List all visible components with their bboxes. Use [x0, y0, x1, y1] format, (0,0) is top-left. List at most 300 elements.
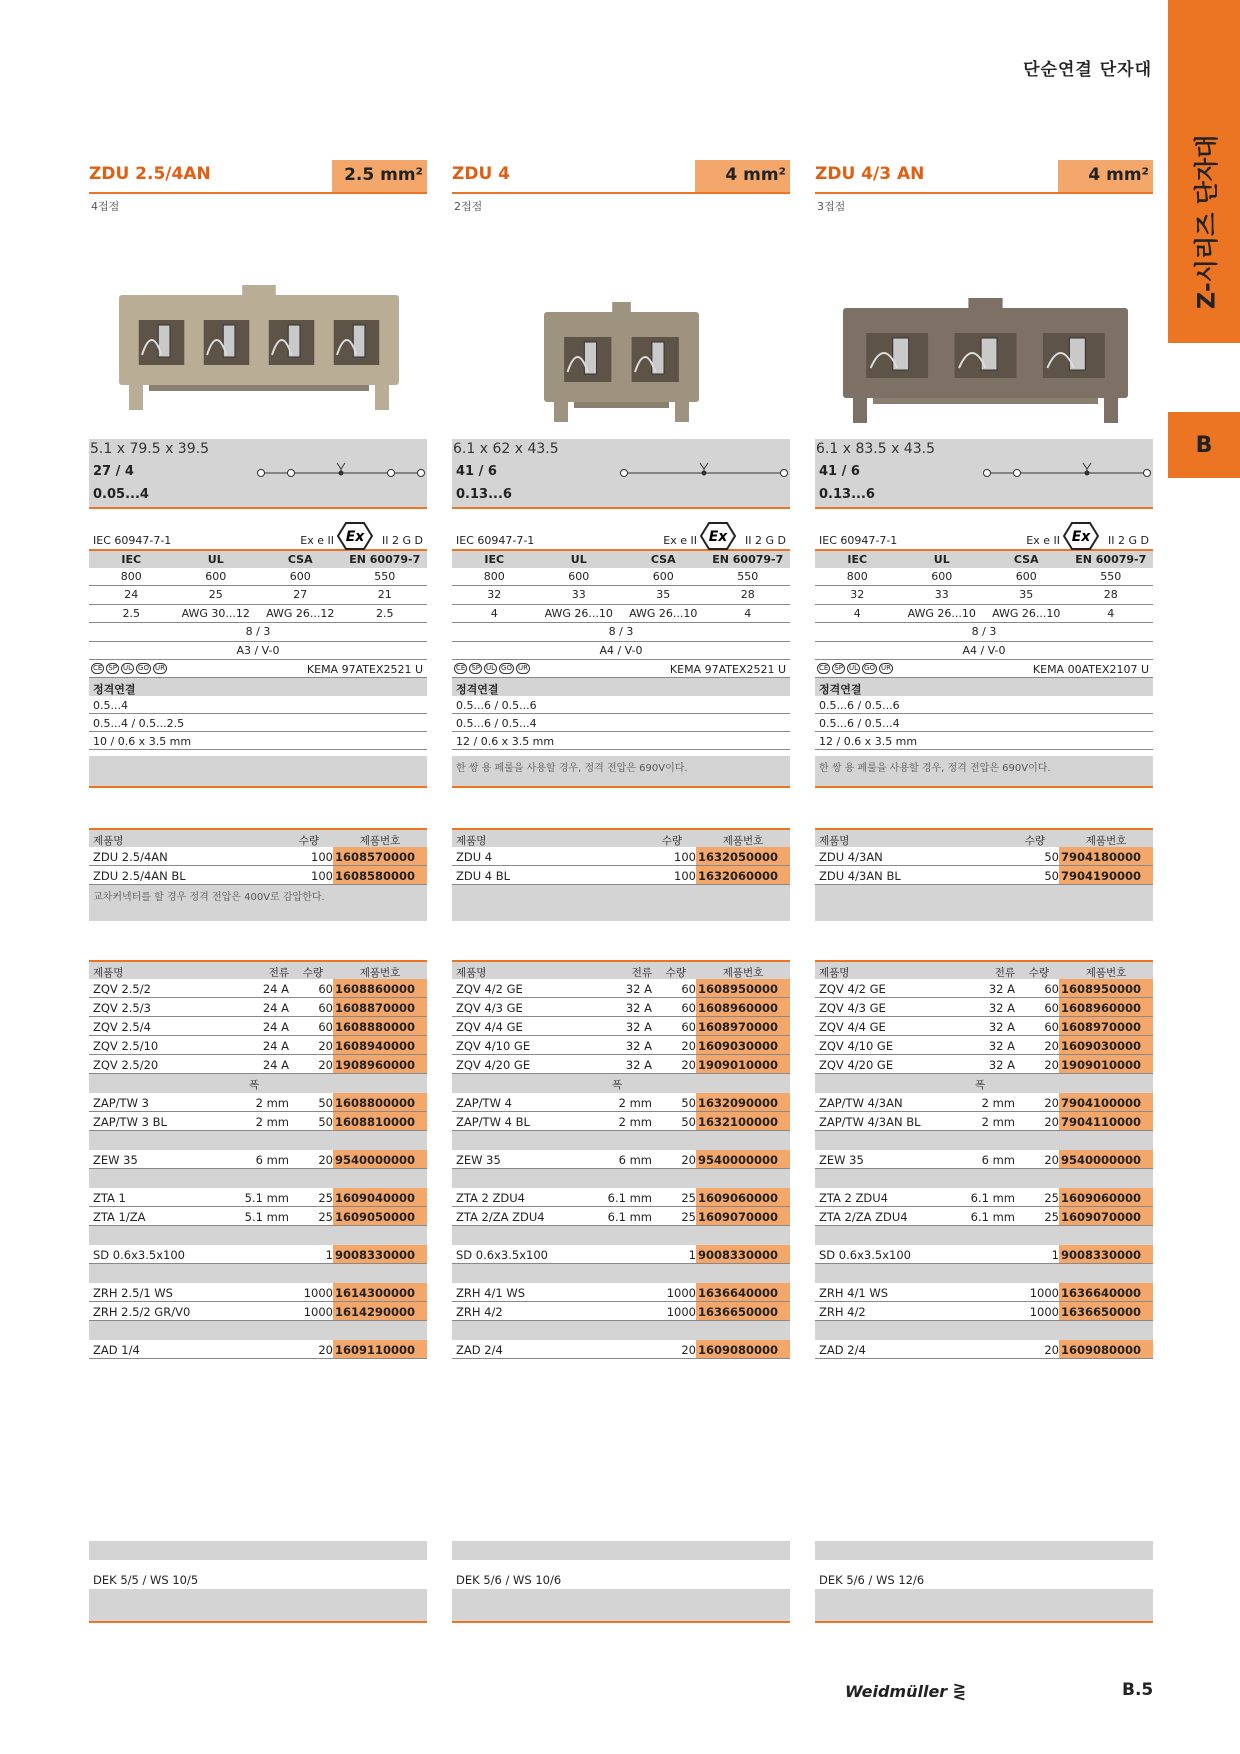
svg-text:Ex: Ex [708, 529, 728, 545]
product-name-cell: ZEW 35 [93, 1153, 138, 1167]
ratings-row [89, 568, 427, 587]
ratings-header-cell: UL [933, 552, 950, 566]
spec-cell: 6 mm [618, 1153, 652, 1167]
spec-cell: 2 mm [255, 1115, 289, 1129]
ratings-cell: 600 [205, 569, 227, 583]
ratings-header-cell: CSA [287, 552, 313, 566]
qty-cell: 50 [681, 1115, 696, 1129]
col-part-number: 제품번호 [1085, 967, 1127, 979]
part-number-cell: 1608570000 [333, 847, 427, 865]
page-header-title: 단순연결 단자대 [1023, 60, 1152, 80]
part-number-cell: 1608800000 [333, 1093, 427, 1111]
ratings-cell: 550 [737, 569, 759, 583]
rated-connection-row: 0.5...6 / 0.5...6 [815, 696, 1153, 714]
spec-cell: 6.1 mm [607, 1210, 652, 1224]
cert-icons [91, 663, 167, 675]
ratings-table [89, 522, 427, 750]
table-spacer [89, 1131, 427, 1150]
part-number-cell: 7904180000 [1059, 847, 1153, 865]
ratings-row [89, 605, 427, 624]
product-name-cell: ZQV 2.5/10 [93, 1039, 159, 1053]
marker-table [452, 1541, 790, 1623]
ratings-cell: AWG 30...12 [181, 606, 250, 620]
table-row [815, 979, 1153, 998]
spec-range: 0.13...6 [819, 487, 875, 502]
table-row [452, 1017, 790, 1036]
spec-cell: 24 A [262, 1020, 289, 1034]
product-name-cell: ZQV 4/4 GE [456, 1020, 523, 1034]
ur-icon: UR [880, 664, 891, 672]
ratings-header-cell: UL [207, 552, 224, 566]
table-row [452, 998, 790, 1017]
product-header [815, 160, 1153, 194]
product-name-cell: ZDU 2.5/4AN BL [93, 869, 186, 883]
table-row [815, 1207, 1153, 1226]
ratings-cell: 32 [850, 588, 865, 602]
table-row [89, 998, 427, 1017]
qty-cell: 100 [311, 869, 333, 883]
table-row [89, 847, 427, 866]
rated-connection-label: 정격연결 [815, 678, 1153, 696]
ratings-cell: AWG 26...10 [629, 606, 698, 620]
qty-cell: 60 [1044, 1020, 1059, 1034]
spec-cell: 32 A [988, 1001, 1015, 1015]
part-number-cell: 1609060000 [696, 1188, 790, 1206]
brand-logo [845, 1682, 966, 1701]
ratings-full-cell: A4 / V-0 [599, 643, 643, 657]
product-name-cell: ZQV 2.5/3 [93, 1001, 151, 1015]
cert-icons [454, 663, 530, 675]
spec-range: 0.13...6 [456, 487, 512, 502]
product-name-cell: ZQV 4/2 GE [456, 982, 523, 996]
qty-cell: 50 [1044, 869, 1059, 883]
terminal-block-photo [544, 302, 699, 422]
col-part-number: 제품번호 [359, 835, 401, 847]
ratings-row [452, 568, 790, 587]
product-subtitle: 4접점 [91, 200, 120, 213]
part-number-cell: 1609080000 [696, 1340, 790, 1358]
qty-cell: 20 [318, 1343, 333, 1357]
part-number-cell: 1909010000 [696, 1055, 790, 1073]
part-number-cell: 9008330000 [333, 1245, 427, 1263]
table-spacer [815, 1169, 1153, 1188]
qty-cell: 1000 [303, 1305, 333, 1319]
spec-cell: 24 A [262, 982, 289, 996]
width-subheader [815, 1074, 1153, 1093]
qty-cell: 20 [318, 1039, 333, 1053]
col-current: 전류 [268, 967, 289, 979]
spec-current: 41 / 6 [819, 464, 860, 479]
col-part-number: 제품번호 [1085, 835, 1127, 847]
ex-e-label: Ex e II [1026, 534, 1060, 547]
part-number-cell: 1608860000 [333, 979, 427, 997]
qty-cell: 20 [681, 1039, 696, 1053]
order-note [452, 885, 790, 921]
table-row [89, 1112, 427, 1131]
qty-cell: 50 [318, 1096, 333, 1110]
divider [89, 507, 427, 509]
qty-cell: 20 [1044, 1039, 1059, 1053]
qty-cell: 20 [681, 1343, 696, 1357]
part-number-cell: 1609050000 [333, 1207, 427, 1225]
gost-icon: GO [138, 664, 149, 672]
table-row [452, 847, 790, 866]
order-note [89, 885, 427, 921]
table-row [452, 1283, 790, 1302]
table-spacer [89, 1264, 427, 1283]
spec-cell: 6.1 mm [970, 1210, 1015, 1224]
ratings-row [89, 586, 427, 605]
table-row [815, 1150, 1153, 1169]
order-header [452, 828, 790, 847]
marker-header [815, 1541, 1153, 1560]
certification-row [815, 660, 1153, 678]
table-row [89, 1055, 427, 1074]
ratings-full-cell: A3 / V-0 [236, 643, 280, 657]
ratings-header-cell: IEC [484, 552, 505, 566]
ratings-full-cell: 8 / 3 [608, 625, 634, 639]
ratings-cell: 2.5 [376, 606, 394, 620]
table-spacer [89, 1321, 427, 1340]
qty-cell: 100 [674, 869, 696, 883]
gost-icon: GO [501, 664, 512, 672]
cert-icons [817, 663, 893, 675]
product-name-cell: ZEW 35 [456, 1153, 501, 1167]
ratings-cell: 33 [571, 588, 586, 602]
brand-mark-icon: ⋛ [952, 1682, 967, 1701]
product-name-cell: ZQV 4/2 GE [819, 982, 886, 996]
part-number-cell: 1608970000 [1059, 1017, 1153, 1035]
iec-standard: IEC 60947-7-1 [456, 534, 535, 547]
ratings-full-row [815, 623, 1153, 642]
ratings-cell: 35 [1019, 588, 1034, 602]
voltage-note: 한 쌍 용 페룰을 사용할 경우, 정격 전압은 690V이다. [452, 756, 790, 788]
qty-cell: 60 [318, 1001, 333, 1015]
table-row [452, 1150, 790, 1169]
ratings-cell: 25 [208, 588, 223, 602]
marker-header [452, 1541, 790, 1560]
table-row [89, 1093, 427, 1112]
table-row [89, 866, 427, 885]
qty-cell: 20 [1044, 1343, 1059, 1357]
product-name-cell: ZRH 4/2 [456, 1305, 503, 1319]
qty-cell: 1 [688, 1248, 696, 1262]
csa-icon: SP [108, 664, 117, 672]
product-name-cell: ZQV 4/20 GE [456, 1058, 531, 1072]
spec-cell: 2 mm [981, 1115, 1015, 1129]
product-subtitle: 2접점 [454, 200, 483, 213]
product-name-cell: ZQV 2.5/4 [93, 1020, 151, 1034]
product-name-cell: ZAP/TW 4 [456, 1096, 512, 1110]
product-name-cell: ZRH 4/1 WS [819, 1286, 889, 1300]
cross-section-badge: 4 mm² [695, 160, 790, 192]
ratings-header-cell: EN 60079-7 [712, 552, 784, 566]
brand-name: Weidmüller [845, 1682, 948, 1701]
table-row [815, 1055, 1153, 1074]
ratings-header-cell: IEC [847, 552, 868, 566]
dimensions: 5.1 x 79.5 x 39.5 [90, 441, 209, 457]
part-number-cell: 1609030000 [1059, 1036, 1153, 1054]
spec-cell: 32 A [988, 1058, 1015, 1072]
qty-cell: 25 [318, 1191, 333, 1205]
ratings-header-cell: CSA [1013, 552, 1039, 566]
product-name-cell: ZTA 2 ZDU4 [456, 1191, 525, 1205]
marker-table [815, 1541, 1153, 1623]
table-row [815, 1283, 1153, 1302]
product-name-cell: ZAP/TW 4 BL [456, 1115, 530, 1129]
table-spacer [452, 1264, 790, 1283]
voltage-note [89, 756, 427, 788]
dimension-block [815, 439, 1153, 507]
qty-cell: 20 [318, 1058, 333, 1072]
ratings-full-row [452, 623, 790, 642]
part-number-cell: 9540000000 [1059, 1150, 1153, 1168]
marker-header [89, 1541, 427, 1560]
spec-cell: 32 A [625, 1039, 652, 1053]
product-name: ZDU 4 [452, 164, 510, 184]
part-number-cell: 1609110000 [333, 1340, 427, 1358]
terminal-block-photo [843, 298, 1128, 423]
rated-connection-row: 0.5...6 / 0.5...6 [452, 696, 790, 714]
product-name-cell: ZDU 2.5/4AN [93, 850, 168, 864]
ratings-cell: 28 [740, 588, 755, 602]
ratings-cell: 4 [490, 606, 498, 620]
product-name-cell: ZTA 1 [93, 1191, 126, 1205]
product-name-cell: ZEW 35 [819, 1153, 864, 1167]
marker-row: DEK 5/6 / WS 10/6 [456, 1573, 562, 1587]
part-number-cell: 1609060000 [1059, 1188, 1153, 1206]
col-qty: 수량 [302, 967, 323, 979]
ratings-cell: 4 [1107, 606, 1115, 620]
divider [815, 1621, 1153, 1623]
table-row [89, 979, 427, 998]
table-row [89, 1207, 427, 1226]
spec-cell: 24 A [262, 1001, 289, 1015]
ratings-cell: 32 [487, 588, 502, 602]
qty-cell: 1000 [303, 1286, 333, 1300]
product-name-cell: ZAP/TW 4/3AN BL [819, 1115, 921, 1129]
ratings-row [452, 586, 790, 605]
product-name-cell: SD 0.6x3.5x100 [93, 1248, 185, 1262]
divider [452, 507, 790, 509]
rated-connection-row: 12 / 0.6 x 3.5 mm [815, 732, 1153, 750]
col-qty: 수량 [1024, 835, 1045, 847]
table-row [89, 1150, 427, 1169]
product-name-cell: ZDU 4/3AN BL [819, 869, 901, 883]
table-row [815, 847, 1153, 866]
certification-row [452, 660, 790, 678]
qty-cell: 20 [1044, 1058, 1059, 1072]
accessories-header [815, 960, 1153, 979]
table-row [452, 1055, 790, 1074]
spec-cell: 24 A [262, 1058, 289, 1072]
part-number-cell: 1608810000 [333, 1112, 427, 1130]
side-tab-label: Z-시리즈 단자대 [1192, 134, 1221, 310]
ratings-full-cell: A4 / V-0 [962, 643, 1006, 657]
part-number-cell: 1609070000 [1059, 1207, 1153, 1225]
product-name-cell: ZQV 4/10 GE [456, 1039, 531, 1053]
col-qty: 수량 [661, 835, 682, 847]
qty-cell: 25 [681, 1210, 696, 1224]
spec-cell: 6 mm [255, 1153, 289, 1167]
svg-text:Ex: Ex [345, 529, 365, 545]
part-number-cell: 1636650000 [1059, 1302, 1153, 1320]
product-name-cell: ZQV 2.5/20 [93, 1058, 159, 1072]
part-number-cell: 9008330000 [1059, 1245, 1153, 1263]
accessories-header [89, 960, 427, 979]
col-qty: 수량 [298, 835, 319, 847]
product-name: ZDU 4/3 AN [815, 164, 925, 184]
table-row [815, 1188, 1153, 1207]
qty-cell: 1000 [666, 1286, 696, 1300]
ratings-cell: AWG 26...10 [544, 606, 613, 620]
ratings-header-cell: UL [570, 552, 587, 566]
col-product-name: 제품명 [456, 967, 487, 979]
part-number-cell: 1608950000 [696, 979, 790, 997]
qty-cell: 100 [674, 850, 696, 864]
col-qty: 수량 [1028, 967, 1049, 979]
table-row [815, 1245, 1153, 1264]
ur-icon: UR [517, 664, 528, 672]
part-number-cell: 1632090000 [696, 1093, 790, 1111]
part-number-cell: 1608940000 [333, 1036, 427, 1054]
part-number-cell: 1614300000 [333, 1283, 427, 1301]
product-header [89, 160, 427, 194]
ratings-cell: 35 [656, 588, 671, 602]
product-name-cell: ZRH 4/2 [819, 1305, 866, 1319]
col-product-name: 제품명 [93, 967, 124, 979]
part-number-cell: 1608880000 [333, 1017, 427, 1035]
table-row [815, 1340, 1153, 1359]
spec-cell: 2 mm [618, 1115, 652, 1129]
table-row [89, 1188, 427, 1207]
ratings-header [452, 549, 790, 568]
divider [89, 1621, 427, 1623]
part-number-cell: 1608580000 [333, 866, 427, 884]
connection-diagram-icon [618, 461, 788, 481]
ratings-cell: 4 [744, 606, 752, 620]
ratings-cell: 800 [120, 569, 142, 583]
rated-connection-row: 0.5...6 / 0.5...4 [452, 714, 790, 732]
part-number-cell: 7904190000 [1059, 866, 1153, 884]
spec-current: 41 / 6 [456, 464, 497, 479]
table-row [452, 1112, 790, 1131]
qty-cell: 60 [681, 1001, 696, 1015]
spec-cell: 2 mm [618, 1096, 652, 1110]
table-spacer [452, 1169, 790, 1188]
page-number: B.5 [1122, 1680, 1154, 1700]
ratings-row [452, 605, 790, 624]
product-name-cell: ZAP/TW 3 BL [93, 1115, 167, 1129]
ratings-header-cell: EN 60079-7 [1075, 552, 1147, 566]
ex-e-label: Ex e II [300, 534, 334, 547]
part-number-cell: 1632100000 [696, 1112, 790, 1130]
qty-cell: 100 [311, 850, 333, 864]
ratings-cell: 600 [652, 569, 674, 583]
table-row [815, 1093, 1153, 1112]
col-product-name: 제품명 [819, 835, 850, 847]
qty-cell: 60 [1044, 982, 1059, 996]
part-number-cell: 9008330000 [696, 1245, 790, 1263]
col-part-number: 제품번호 [359, 967, 401, 979]
product-name-cell: SD 0.6x3.5x100 [819, 1248, 911, 1262]
table-row [452, 1093, 790, 1112]
part-number-cell: 1908960000 [333, 1055, 427, 1073]
product-name-cell: ZQV 4/3 GE [819, 1001, 886, 1015]
product-name-cell: ZQV 2.5/2 [93, 982, 151, 996]
table-row [89, 1036, 427, 1055]
table-row [452, 1207, 790, 1226]
table-row [89, 1245, 427, 1264]
qty-cell: 60 [681, 1020, 696, 1034]
table-row [89, 1017, 427, 1036]
marker-table [89, 1541, 427, 1623]
rated-connection-label: 정격연결 [452, 678, 790, 696]
product-subtitle: 3접점 [817, 200, 846, 213]
section-tab-b: B [1168, 412, 1240, 478]
product-name-cell: ZRH 4/1 WS [456, 1286, 526, 1300]
part-number-cell: 1609080000 [1059, 1340, 1153, 1358]
ce-mark-icon: CE [93, 664, 103, 672]
col-current: 전류 [994, 967, 1015, 979]
qty-cell: 25 [681, 1191, 696, 1205]
accessories-table [815, 960, 1153, 1359]
order-table [89, 828, 427, 921]
rated-connection-row: 12 / 0.6 x 3.5 mm [452, 732, 790, 750]
ratings-cell: 28 [1103, 588, 1118, 602]
order-note [815, 885, 1153, 921]
ratings-header-cell: CSA [650, 552, 676, 566]
col-qty: 수량 [665, 967, 686, 979]
ratings-cell: AWG 26...10 [907, 606, 976, 620]
part-number-cell: 1909010000 [1059, 1055, 1153, 1073]
marker-row: DEK 5/5 / WS 10/5 [93, 1573, 199, 1587]
table-spacer [452, 1226, 790, 1245]
ratings-cell: 21 [377, 588, 392, 602]
ratings-row [815, 586, 1153, 605]
connection-diagram-icon [981, 461, 1151, 481]
ratings-table [452, 522, 790, 750]
part-number-cell: 1609070000 [696, 1207, 790, 1225]
qty-cell: 20 [1044, 1153, 1059, 1167]
marker-footer [815, 1589, 1153, 1621]
width-subheader [89, 1074, 427, 1093]
qty-cell: 60 [1044, 1001, 1059, 1015]
part-number-cell: 1614290000 [333, 1302, 427, 1320]
divider [89, 786, 427, 788]
ratings-cell: 24 [124, 588, 139, 602]
table-row [452, 1188, 790, 1207]
product-name-cell: ZDU 4/3AN [819, 850, 883, 864]
marker-row: DEK 5/6 / WS 12/6 [819, 1573, 925, 1587]
atex-category: II 2 G D [745, 534, 786, 547]
part-number-cell: 1609040000 [333, 1188, 427, 1206]
dimension-block [89, 439, 427, 507]
order-note-text: 교차커넥터를 할 경우 정격 전압은 400V로 감압한다. [93, 892, 325, 903]
csa-icon: SP [471, 664, 480, 672]
product-name-cell: ZQV 4/20 GE [819, 1058, 894, 1072]
qty-cell: 1000 [1029, 1305, 1059, 1319]
table-spacer [815, 1264, 1153, 1283]
connection-diagram-icon [255, 461, 425, 481]
order-header [89, 828, 427, 847]
iec-standard: IEC 60947-7-1 [93, 534, 172, 547]
ratings-cell: 550 [1100, 569, 1122, 583]
order-table [815, 828, 1153, 921]
spec-cell: 5.1 mm [244, 1191, 289, 1205]
part-number-cell: 1636650000 [696, 1302, 790, 1320]
ratings-header [89, 549, 427, 568]
